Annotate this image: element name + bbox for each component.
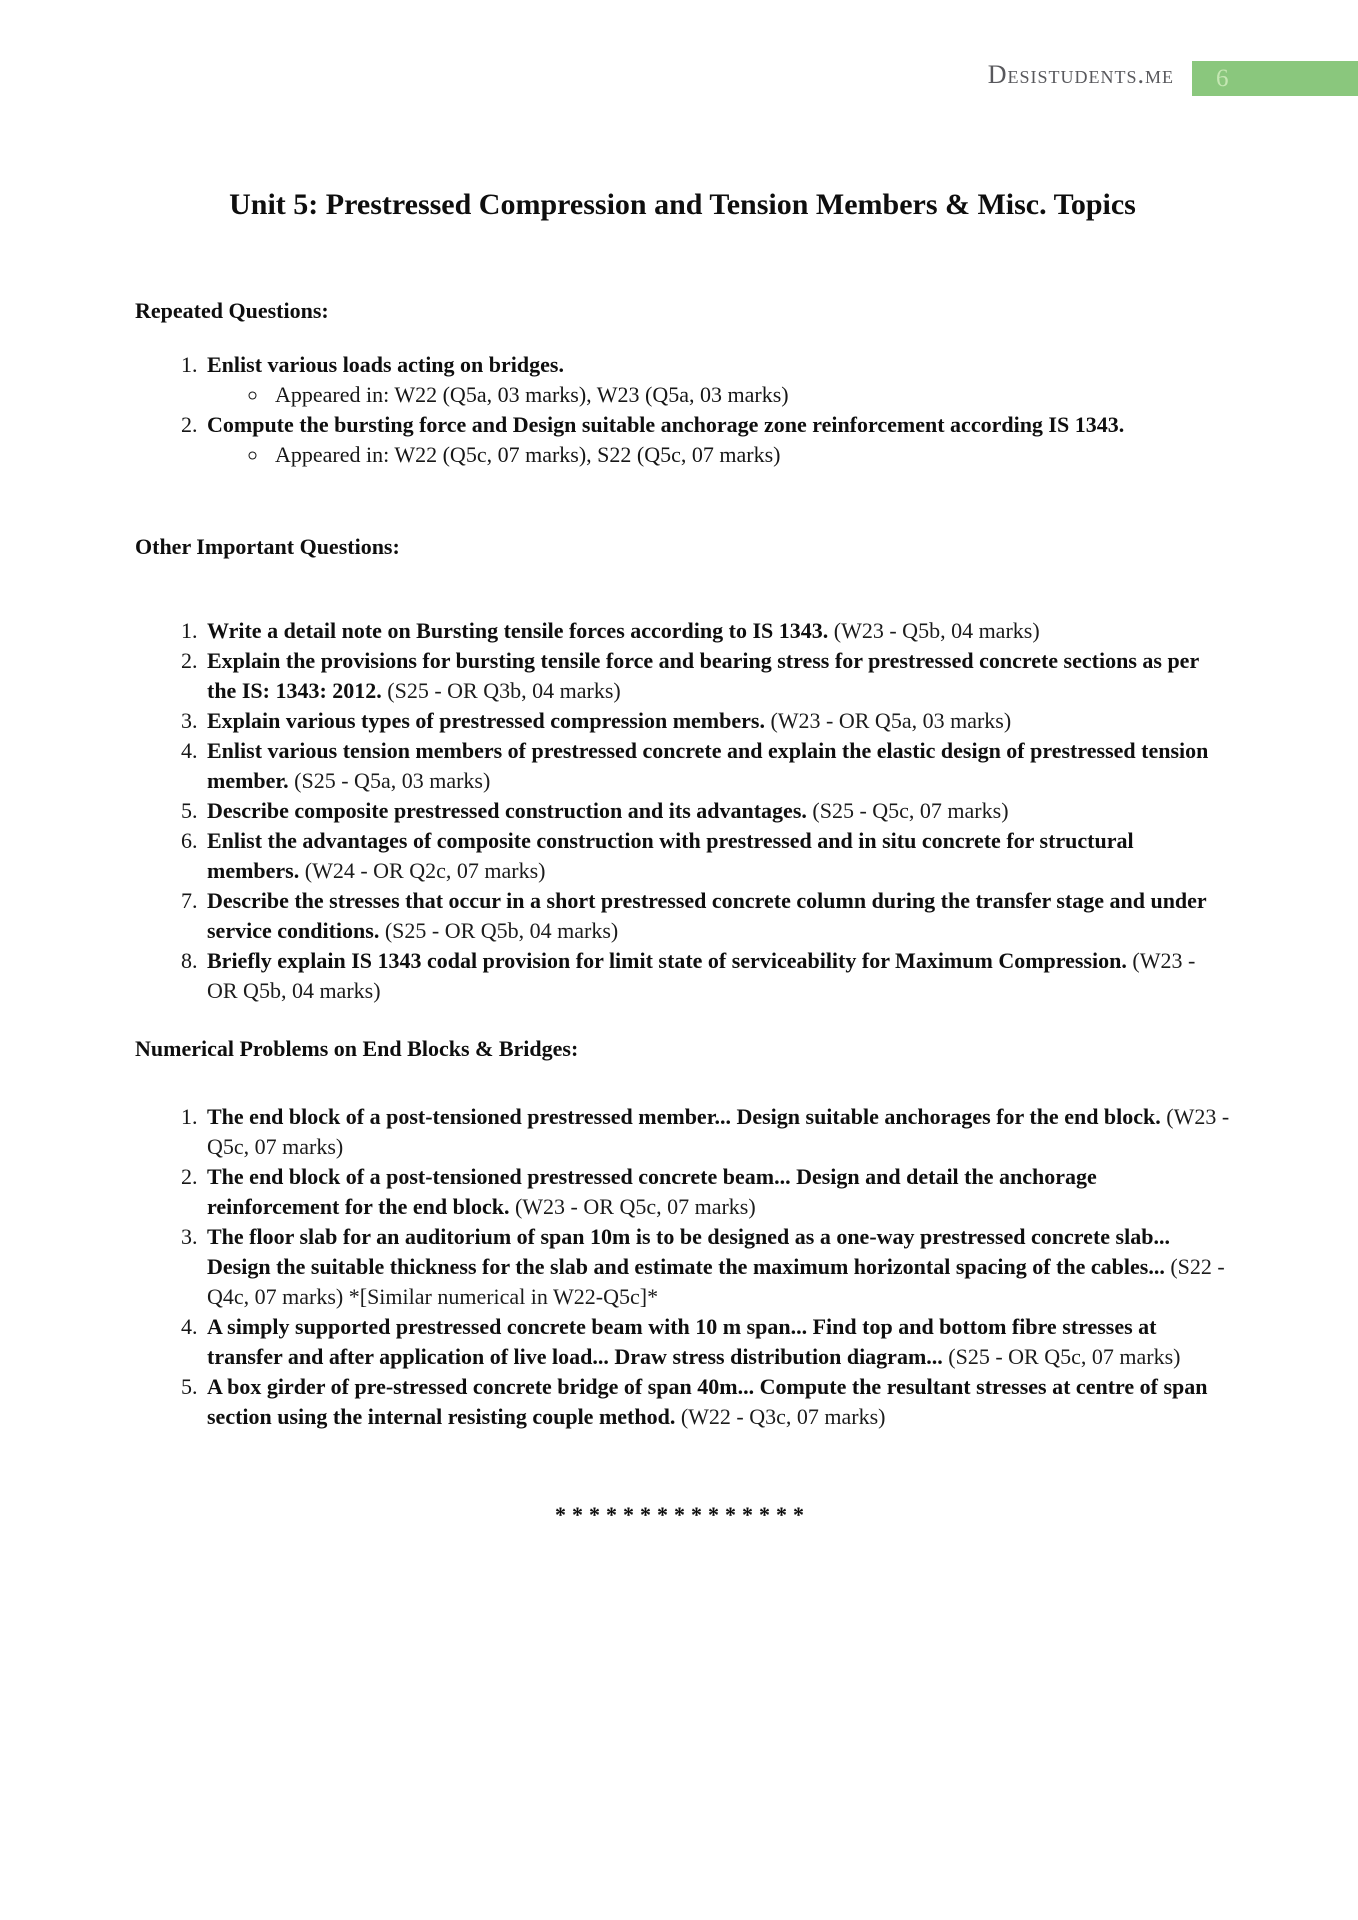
question-text: Briefly explain IS 1343 codal provision for limit state of serviceability for Maximum Compression. xyxy=(207,948,1127,973)
appeared-list xyxy=(207,380,1230,410)
question-item xyxy=(203,946,1230,1006)
question-reference: (S25 - Q5a, 03 marks) xyxy=(294,768,491,793)
question-text: Enlist the advantages of composite construction with prestressed and in situ concrete for structural members. xyxy=(207,828,1134,883)
question-text: The end block of a post-tensioned prestressed member... Design suitable anchorages for the end block. xyxy=(207,1104,1161,1129)
section-heading-repeated-questions: Repeated Questions: xyxy=(135,298,329,323)
page-number: 6 xyxy=(1216,65,1229,92)
question-reference: (S22 - Q4c, 07 marks) *[Similar numerical in W22-Q5c]* xyxy=(207,1254,1225,1309)
question-text: The floor slab for an auditorium of span 10m is to be designed as a one-way prestressed concrete slab... Design the suitable thickness for the slab and estimate the maximum horizontal spacing of the cables... xyxy=(207,1224,1170,1279)
question-item xyxy=(203,826,1230,886)
question-item xyxy=(203,616,1230,646)
question-reference: (W23 - OR Q5b, 04 marks) xyxy=(207,948,1196,1003)
question-reference: (W22 - Q3c, 07 marks) xyxy=(680,1404,886,1429)
question-item xyxy=(203,796,1230,826)
question-item xyxy=(203,1162,1230,1222)
question-text: Enlist various tension members of prestressed concrete and explain the elastic design of prestressed tension member. xyxy=(207,738,1209,793)
question-reference: (S25 - OR Q5b, 04 marks) xyxy=(384,918,619,943)
appeared-in-note: ◦ Appeared in: W22 (Q5a, 03 marks), W23 (Q5a, 03 marks) xyxy=(269,380,1230,410)
numerical-problems-list xyxy=(135,1102,1230,1432)
question-text: A simply supported prestressed concrete beam with 10 m span... Find top and bottom fibre stresses at transfer and after application of live load... Draw stress distribution diagram... xyxy=(207,1314,1157,1369)
question-reference: (W23 - OR Q5c, 07 marks) xyxy=(514,1194,756,1219)
document-title: Unit 5: Prestressed Compression and Tension Members & Misc. Topics xyxy=(229,188,1136,221)
appeared-list xyxy=(207,440,1230,470)
question-item xyxy=(203,736,1230,796)
question-text: The end block of a post-tensioned prestressed concrete beam... Design and detail the anchorage reinforcement for the end block. xyxy=(207,1164,1097,1219)
question-text: Write a detail note on Bursting tensile forces according to IS 1343. xyxy=(207,618,829,643)
question-text: Explain various types of prestressed compression members. xyxy=(207,708,765,733)
question-item xyxy=(203,1102,1230,1162)
question-item xyxy=(203,350,1230,410)
question-item xyxy=(203,886,1230,946)
question-reference: (W23 - OR Q5a, 03 marks) xyxy=(770,708,1012,733)
question-reference: (W23 - Q5b, 04 marks) xyxy=(833,618,1040,643)
question-reference: (W24 - OR Q2c, 07 marks) xyxy=(304,858,546,883)
other-important-questions-list xyxy=(135,616,1230,1006)
question-item xyxy=(203,1372,1230,1432)
question-item xyxy=(203,410,1230,470)
question-text: Compute the bursting force and Design suitable anchorage zone reinforcement according IS 1343. xyxy=(207,412,1125,437)
question-text: A box girder of pre-stressed concrete bridge of span 40m... Compute the resultant stresses at centre of span section using the internal resisting couple method. xyxy=(207,1374,1208,1429)
question-item xyxy=(203,706,1230,736)
repeated-questions-list xyxy=(135,350,1230,470)
question-reference: (S25 - OR Q3b, 04 marks) xyxy=(387,678,621,703)
question-reference: (S25 - Q5c, 07 marks) xyxy=(812,798,1009,823)
question-reference: (S25 - OR Q5c, 07 marks) xyxy=(948,1344,1181,1369)
question-item xyxy=(203,646,1230,706)
question-text: Enlist various loads acting on bridges. xyxy=(207,352,564,377)
section-heading-numerical-problems: Numerical Problems on End Blocks & Bridges: xyxy=(135,1036,579,1061)
question-text: Explain the provisions for bursting tensile force and bearing stress for prestressed concrete sections as per the IS: 1343: 2012. xyxy=(207,648,1199,703)
footer-separator: *************** xyxy=(555,1502,810,1527)
question-text: Describe composite prestressed construction and its advantages. xyxy=(207,798,807,823)
question-reference: (W23 - Q5c, 07 marks) xyxy=(207,1104,1230,1159)
section-heading-other-important-questions: Other Important Questions: xyxy=(135,534,400,559)
question-item xyxy=(203,1222,1230,1312)
question-text: Describe the stresses that occur in a short prestressed concrete column during the transfer stage and under service conditions. xyxy=(207,888,1207,943)
question-item xyxy=(203,1312,1230,1372)
site-name: Desistudents.me xyxy=(987,60,1174,89)
appeared-in-note: ◦ Appeared in: W22 (Q5c, 07 marks), S22 (Q5c, 07 marks) xyxy=(269,440,1230,470)
